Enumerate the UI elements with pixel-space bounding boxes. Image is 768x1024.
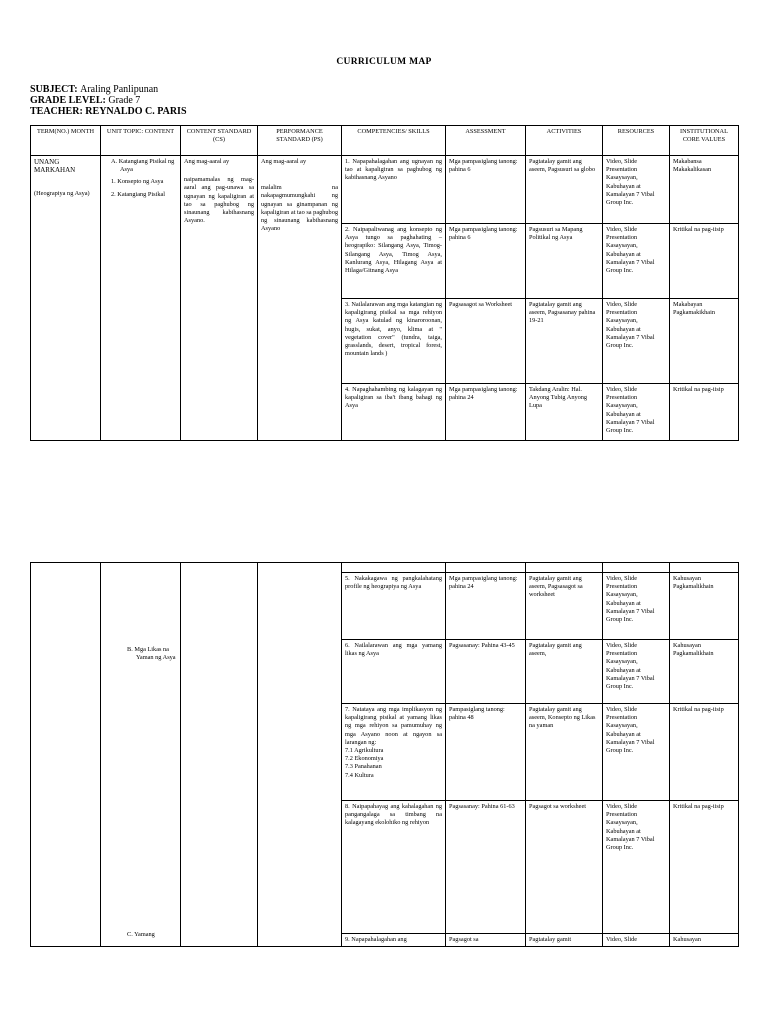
activities-cell: Pagsagot sa worksheet bbox=[526, 801, 603, 934]
cs-text: naipamamalas ng mag-aaral ang pag-unawa sa ugnayan ng kapaligiran at tao sa paghubog ng sinaunang kabihasnang Asyano. bbox=[184, 176, 254, 225]
header-unit-topic: UNIT TOPIC: CONTENT bbox=[101, 126, 181, 156]
assessment-cell: Pagsasanay: Pahina 43-45 bbox=[446, 640, 526, 704]
teacher-value: REYNALDO C. PARIS bbox=[85, 106, 187, 117]
activities-cell: Pagsusuri sa Mapang Politikal ng Asya bbox=[526, 224, 603, 299]
resources-cell: Video, Slide Presentation Kasaysayan, Kabuhayan at Kamalayan 7 Vibal Group Inc. bbox=[603, 704, 670, 801]
grade-value: Grade 7 bbox=[108, 95, 141, 106]
resources-cell bbox=[603, 563, 670, 573]
core-values-cell: Kahusayan bbox=[670, 934, 739, 947]
competency-cell: 8. Naipapahayag ang kahalagahan ng pangangalaga sa timbang na kalagayang ekolohiko ng rehiyon bbox=[342, 801, 446, 934]
cs-intro: Ang mag-aaral ay bbox=[184, 158, 230, 165]
topic-1: 1. Konsepto ng Asya bbox=[111, 178, 164, 186]
assessment-cell: Pampasiglang tanong: pahina 48 bbox=[446, 704, 526, 801]
header-performance-standard: PERFORMANCE STANDARD (PS) bbox=[258, 126, 342, 156]
core-values-cell: Kahusayan Pagkamalikhain bbox=[670, 640, 739, 704]
competency-text: 7. Natataya ang mga implikasyon ng kapaligirang pisikal at yamang likas ng mga rehiyon sa pamumuhay ng mga Asyano noon at ngayon sa larangan ng: bbox=[345, 706, 442, 746]
topic-2: 2. Katangiang Pisikal bbox=[111, 190, 166, 198]
assessment-cell: Pagsagot sa bbox=[446, 934, 526, 947]
activities-cell: Pagtatalay gamit ang aseem, Pagsasanay pahina 19-21 bbox=[526, 299, 603, 384]
teacher-line bbox=[30, 106, 187, 118]
activities-cell: Pagtatalay gamit ang aseem, Pagsusuri sa globo bbox=[526, 156, 603, 224]
resources-cell: Video, Slide Presentation Kasaysayan, Kabuhayan at Kamalayan 7 Vibal Group Inc. bbox=[603, 224, 670, 299]
activities-cell: Pagtatalay gamit ang aseem, bbox=[526, 640, 603, 704]
header-content-standard: CONTENT STANDARD (CS) bbox=[181, 126, 258, 156]
core-values-cell: Kritikal na pag-iisip bbox=[670, 384, 739, 441]
subject-label: SUBJECT: bbox=[30, 84, 78, 95]
resources-cell: Video, Slide Presentation Kasaysayan, Kabuhayan at Kamalayan 7 Vibal Group Inc. bbox=[603, 573, 670, 640]
topic-c: C. Yamang bbox=[127, 931, 155, 938]
ps-intro: Ang mag-aaral ay bbox=[261, 158, 307, 165]
assessment-cell: Mga pampasiglang tanong: pahina 6 bbox=[446, 156, 526, 224]
competency-subitem: 7.4 Kultura bbox=[345, 771, 374, 779]
competency-subitem: 7.1 Agrikultura bbox=[345, 747, 384, 755]
assessment-cell: Mga pampasiglang tanong: pahina 24 bbox=[446, 384, 526, 441]
competency-subitem: 7.2 Ekonomiya bbox=[345, 755, 384, 763]
header-term: TERM(NO.) MONTH bbox=[31, 126, 101, 156]
header-row bbox=[31, 126, 739, 156]
curriculum-table-page1 bbox=[30, 125, 739, 441]
resources-cell: Video, Slide bbox=[603, 934, 670, 947]
activities-cell: Pagtatalay gamit ang aseem, Konsepto ng Likas na yaman bbox=[526, 704, 603, 801]
competency-subitem: 7.3 Panahanan bbox=[345, 763, 382, 771]
competency-cell: 2. Naipapaliwanag ang konsepto ng Asya tungo sa paghahating – heograpiko: Silangang Asya, Timog-Silangang Asya, Timog Asya, Kanlurang Asya, Hilagang Asya at Hilaga/Gitnang Asya bbox=[342, 224, 446, 299]
performance-standard-cell bbox=[258, 563, 342, 947]
competency-cell bbox=[342, 563, 446, 573]
assessment-cell: Pagsasagot sa Worksheet bbox=[446, 299, 526, 384]
content-standard-cell bbox=[181, 563, 258, 947]
core-values-cell: Makabansa Makakalikasan bbox=[670, 156, 739, 224]
topic-b: B. Mga Likas na Yaman ng Asya bbox=[127, 646, 176, 662]
term-cell bbox=[31, 563, 101, 947]
content-standard-cell bbox=[181, 156, 258, 441]
competency-cell: 5. Nakakagawa ng pangkalahatang profile ng heograpiya ng Asya bbox=[342, 573, 446, 640]
unit-topic-cell bbox=[101, 156, 181, 441]
header-activities: ACTIVITIES bbox=[526, 126, 603, 156]
competency-cell: 6. Nailalarawan ang mga yamang likas ng Asya bbox=[342, 640, 446, 704]
competency-cell: 4. Napaghahambing ng kalagayan ng kapaligiran sa iba't ibang bahagi ng Asya bbox=[342, 384, 446, 441]
header-core-values: INSTITUTIONAL CORE VALUES bbox=[670, 126, 739, 156]
activities-cell: Takdang Aralin: Hal. Anyong Tubig Anyong Lupa bbox=[526, 384, 603, 441]
competency-cell: 9. Napapahalagahan ang bbox=[342, 934, 446, 947]
header-resources: RESOURCES bbox=[603, 126, 670, 156]
assessment-cell bbox=[446, 563, 526, 573]
resources-cell: Video, Slide Presentation Kasaysayan, Kabuhayan at Kamalayan 7 Vibal Group Inc. bbox=[603, 299, 670, 384]
performance-standard-cell bbox=[258, 156, 342, 441]
resources-cell: Video, Slide Presentation Kasaysayan, Kabuhayan at Kamalayan 7 Vibal Group Inc. bbox=[603, 384, 670, 441]
activities-cell bbox=[526, 563, 603, 573]
topic-a: A. Katangiang Pisikal ng Asya bbox=[111, 158, 175, 174]
activities-cell: Pagtatalay gamit bbox=[526, 934, 603, 947]
term-label: UNANG MARKAHAN bbox=[34, 158, 76, 174]
term-subtitle: (Heograpiya ng Asya) bbox=[34, 190, 90, 197]
core-values-cell bbox=[670, 563, 739, 573]
resources-cell: Video, Slide Presentation Kasaysayan, Kabuhayan at Kamalayan 7 Vibal Group Inc. bbox=[603, 801, 670, 934]
resources-cell: Video, Slide Presentation Kasaysayan, Kabuhayan at Kamalayan 7 Vibal Group Inc. bbox=[603, 156, 670, 224]
table-row-top bbox=[31, 563, 739, 573]
term-cell bbox=[31, 156, 101, 441]
subject-value: Araling Panlipunan bbox=[80, 84, 159, 95]
activities-cell: Pagtatalay gamit ang aseem, Pagsasagot sa worksheet bbox=[526, 573, 603, 640]
core-values-cell: Kritikal na pag-iisip bbox=[670, 801, 739, 934]
unit-topic-cell bbox=[101, 563, 181, 947]
core-values-cell: Kritikal na pag-iisip bbox=[670, 704, 739, 801]
competency-cell: 1. Napapahalagahan ang ugnayan ng tao at kapaligiran sa paghubog ng kabihasnang Asyano bbox=[342, 156, 446, 224]
teacher-label: TEACHER: bbox=[30, 106, 83, 117]
ps-text: malalim na nakapagmumungkahi ng ugnayan sa ginampanan ng kapaligiran at tao sa paghubog ng sinaunang kabihasnang Asyano bbox=[261, 184, 338, 233]
header-competencies: COMPETENCIES/ SKILLS bbox=[342, 126, 446, 156]
core-values-cell: Kritikal na pag-iisip bbox=[670, 224, 739, 299]
core-values-cell: Kahusayan Pagkamalikhain bbox=[670, 573, 739, 640]
grade-label: GRADE LEVEL: bbox=[30, 95, 106, 106]
assessment-cell: Mga pampasiglang tanong: pahina 24 bbox=[446, 573, 526, 640]
competency-cell bbox=[342, 704, 446, 801]
header-assessment: ASSESSMENT bbox=[446, 126, 526, 156]
table-row bbox=[31, 156, 739, 224]
assessment-cell: Mga pampasiglang tanong: pahina 6 bbox=[446, 224, 526, 299]
competency-cell: 3. Nailalarawan ang mga katangian ng kapaligirang pisikal sa mga rehiyon ng Asya katulad ng kinaroroonan, hugis, sukat, anyo, klima at " vegetation cover" (tundra, taiga, grasslands, desert, tropical forest, mountain lands ) bbox=[342, 299, 446, 384]
core-values-cell: Makabayan Pagkamakikhain bbox=[670, 299, 739, 384]
curriculum-table-page2 bbox=[30, 562, 739, 947]
page-title: CURRICULUM MAP bbox=[336, 57, 432, 67]
resources-cell: Video, Slide Presentation Kasaysayan, Kabuhayan at Kamalayan 7 Vibal Group Inc. bbox=[603, 640, 670, 704]
assessment-cell: Pagsasanay: Pahina 61-63 bbox=[446, 801, 526, 934]
